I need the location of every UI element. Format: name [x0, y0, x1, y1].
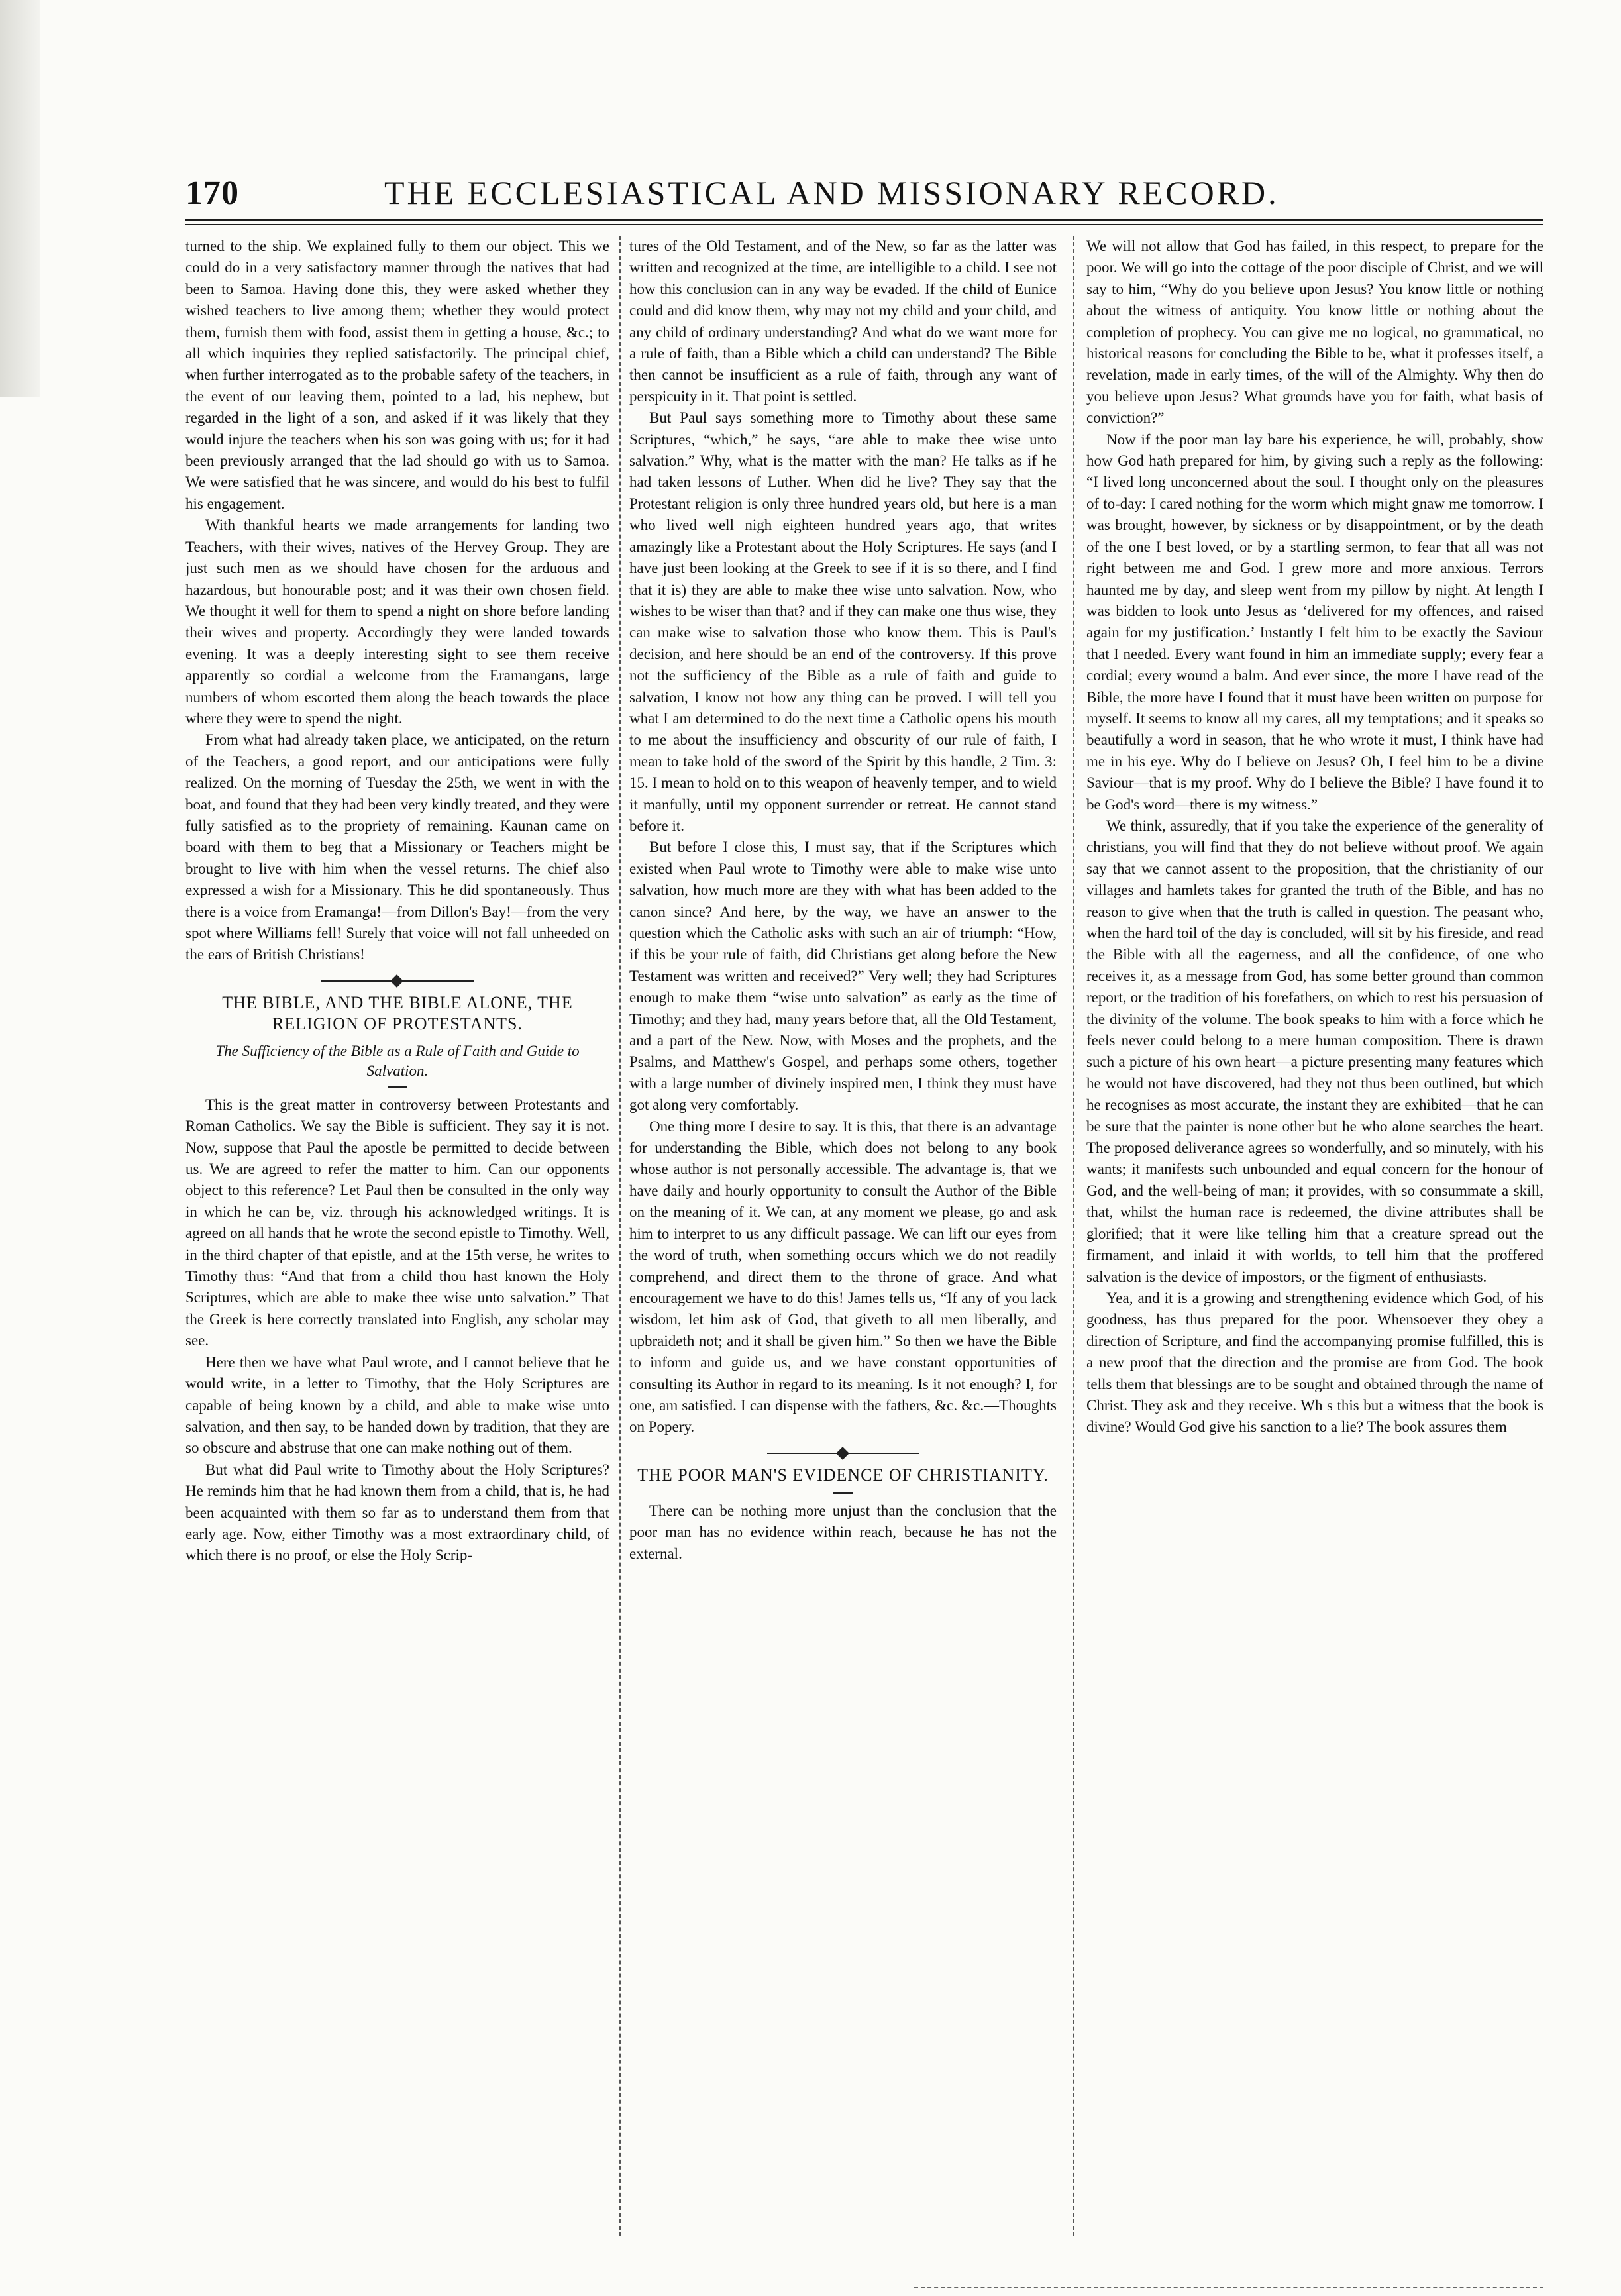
article-title: THE BIBLE, AND THE BIBLE ALONE, THE RELIGION OF PROTESTANTS. [222, 992, 573, 1033]
dash-divider [833, 1492, 853, 1494]
article-title: THE POOR MAN'S EVIDENCE OF CHRISTIANITY. [637, 1465, 1049, 1485]
paragraph: But Paul says something more to Timothy about these same Scriptures, “which,” he says, “are able to make thee wise unto salvation.” Why, what is the matter with the man? He talks as if he had taken lessons of Luther. When did he live? They say that the Protestant religion is only three hundred years old, but here is a man who lived well nigh eighteen hundred years ago, that writes amazingly like a Protestant about the Holy Scriptures. He says (and I have just been looking at the Greek to see if it is so there, and I find that it is) they are able to make thee wise unto salvation. Now, who wishes to be wiser than that? and if they can make one thus wise, they can make wise to salvation those who know them. This is Paul's decision, and here should be an end of the controversy. If this prove not the sufficiency of the Bible as a rule of faith and guide to salvation, I know not how any thing can be proved. I will tell you what I am determined to do the next time a Catholic opens his mouth to me about the insufficiency and obscurity of our rule of faith, I mean to take hold of the sword of the Spirit by this handle, 2 Tim. 3: 15. I mean to hold on to this weapon of heavenly temper, and to wield it manfully, until my opponent surrender or retreat. He cannot stand before it. [629, 409, 1057, 834]
paragraph: Yea, and it is a growing and strengthening evidence which God, of his goodness, has thus prepared for the poor. Whensoever they obey a direction of Scripture, and find the accompanying promise fulfilled, this is a new proof that the direction and the promise are from God. The book tells them that blessings are to be sought and obtained through the name of Christ. They ask and they receive. Wh s this but a witness that the book is divine? Would God give his sanction to a lie? The book assures them [1086, 1289, 1543, 1435]
header-rule-thin [185, 224, 1543, 225]
paragraph: We will not allow that God has failed, in this respect, to prepare for the poor. We will go into the cottage of the poor disciple of Christ, and we will say to him, “Why do you believe upon Jesus? You know little or nothing about the witness of antiquity. You know little or nothing about the completion of prophecy. You can give me no logical, no grammatical, no historical reasons for concluding the Bible to be, what it professes itself, a revelation, made in early times, of the will of the Almighty. Why then do you believe upon Jesus? What grounds have you for faith, what basis of conviction?” [1086, 238, 1543, 427]
page-header [185, 174, 1543, 220]
paragraph: Here then we have what Paul wrote, and I cannot believe that he would write, in a letter to Timothy, that the Holy Scriptures are capable of being known by a child, and able to make wise unto salvation, and then say, to be handed down by tradition, that they are so obscure and abstruse that one can make nothing out of them. [185, 1353, 609, 1457]
page-number: 170 [185, 174, 239, 212]
paragraph: But what did Paul write to Timothy about the Holy Scriptures? He reminds him that he had known them from a child, that is, he had been acquainted with them so far as to understand them from that early age. Now, either Timothy was a most extraordinary child, of which there is no proof, or else the Holy Scrip- [185, 1461, 609, 1564]
paragraph: tures of the Old Testament, and of the New, so far as the latter was written and recognized at the time, are intelligible to a child. I see not how this conclusion can in any way be evaded. If the child of Eunice could and did know them, why may not my child and your child, and any child of ordinary understanding? And what do we want more for a rule of faith, than a Bible which a child can understand? The Bible then cannot be insufficient as a rule of faith, through any want of perspicuity in it. That point is settled. [629, 238, 1057, 405]
dash-divider [388, 1086, 407, 1088]
paragraph: With thankful hearts we made arrangements for landing two Teachers, with their wives, natives of the Hervey Group. They are just such men as we should have chosen for the arduous and hazardous, but honourable post; and it was their own chosen field. We thought it well for them to spend a night on shore before landing their wives and property. Accordingly they were landed towards evening. It was a deeply interesting sight to see them receive apparently so cordial a welcome from the Eramangans, large numbers of whom escorted them along the beach towards the place where they were to spend the night. [185, 517, 609, 727]
paragraph: turned to the ship. We explained fully to them our object. This we could do in a very satisfactory manner through the natives that had been to Samoa. Having done this, they were asked whether they wished teachers to live among them; whether they would protect them, furnish them with food, assist them in getting a house, &c.; to all which inquiries they replied satisfactorily. The principal chief, when further interrogated as to the probable safety of the teachers, in the event of our leaving them, pointed to a lad, his nephew, but regarded in the light of a son, and asked if it was likely that they would injure the teachers when his son was going with us; for it had been previously arranged that the lad should go with us to Samoa. We were satisfied that he was sincere, and would do his best to fulfil his engagement. [185, 238, 609, 512]
paragraph: From what had already taken place, we anticipated, on the return of the Teachers, a good report, and our anticipations were fully realized. On the morning of Tuesday the 25th, we went in with the boat, and found that they had been very kindly treated, and they were fully satisfied as to the propriety of remaining. Kaunan came on board with them to beg that a Missionary or Teachers might be brought to live with him when the vessel returns. The chief also expressed a wish for a Missionary. This he did spontaneously. Thus there is a voice from Eramanga!—from Dillon's Bay!—from the very spot where Williams fell! Surely that voice will not fall unheeded on the ears of British Christians! [185, 731, 609, 963]
column-separator [619, 236, 621, 2236]
column-3 [1086, 236, 1543, 2243]
column-2 [629, 236, 1057, 2243]
column-separator [1073, 236, 1074, 2236]
paragraph: Now if the poor man lay bare his experience, he will, probably, show how God hath prepared for him, by giving such a reply as the following: “I lived long unconcerned about the soul. I thought only on the pleasures of to-day: I cared nothing for the worm which might gnaw me tomorrow. I was brought, however, by sickness or by disappointment, or by the death of the one I best loved, or by a startling sermon, to fear that all was not right between me and God. I grew more and more anxious. Terrors haunted me by day, and sleep went from my pillow by night. At length I was bidden to look unto Jesus as ‘delivered for my offences, and raised again for my justification.’ Instantly I felt him to be exactly the Saviour that I needed. Every want found in him an immediate supply; every fear a cordial; every wound a balm. And ever since, the more I have read of the Bible, the more have I found that it must have been written on purpose for myself. It seems to know all my cares, all my temptations; and it speaks so beautifully a word in season, that he who wrote it must, I think have had me in his eye. Why do I believe on Jesus? Oh, I feel him to be a divine Saviour—that is my proof. Why do I believe the Bible? I have found it to be God's word—there is my witness.” [1086, 431, 1543, 813]
paragraph: This is the great matter in controversy between Protestants and Roman Catholics. We say the Bible is sufficient. They say it is not. Now, suppose that Paul the apostle be permitted to decide between us. We are agreed to refer the matter to him. Can our opponents object to this reference? Let Paul then be consulted in the only way in which he can be, viz. through his acknowledged writings. It is agreed on all hands that he wrote the second epistle to Timothy. Well, in the third chapter of that epistle, and at the 15th verse, he writes to Timothy thus: “And that from a child thou hast known the Holy Scriptures, which are able to make thee wise unto salvation.” That the Greek is here correctly translated into English, any scholar may see. [185, 1096, 609, 1349]
paragraph: But before I close this, I must say, that if the Scriptures which existed when Paul wrote to Timothy were able to make wise unto salvation, how much more are they with what has been added to the canon since? And here, by the way, we have an answer to the question which the Catholic asks with such an air of triumph: “How, if this be your rule of faith, did Christians get along before the New Testament was written and received?” Very well; they had Scriptures enough to make them “wise unto salvation” as early as the time of Timothy; and they had, many years before that, all the Old Testament, and a part of the New. Now, with Moses and the prophets, and the Psalms, and Matthew's Gospel, and perhaps some others, together with a large number of divinely inspired men, I think they must have got along very comfortably. [629, 839, 1057, 1114]
section-ornament [321, 978, 474, 984]
header-rule [185, 219, 1543, 221]
running-title: THE ECCLESIASTICAL AND MISSIONARY RECORD. [384, 174, 1279, 211]
paragraph: One thing more I desire to say. It is this, that there is an advantage for understanding the Bible, which does not belong to any book whose author is not personally accessible. The advantage is, that we have daily and hourly opportunity to consult the Author of the Bible on the meaning of it. We can, at any moment we please, go and ask him to interpret to us any difficult passage. We can lift our eyes from the word of truth, when something occurs which we do not readily comprehend, and direct them to the throne of grace. And what encouragement we have to do this! James tells us, “If any of you lack wisdom, let him ask of God, that giveth to all men liberally, and upbraideth not; and it shall be given him.” So then we have the Bible to inform and guide us, and we have constant opportunities of consulting its Author in regard to its meaning. Is it not enough? I, for one, am satisfied. I can dispense with the fathers, &c. &c.—Thoughts on Popery. [629, 1118, 1057, 1435]
footer-rule [914, 2287, 1543, 2288]
paragraph: There can be nothing more unjust than the conclusion that the poor man has no evidence within reach, because he has not the external. [629, 1502, 1057, 1562]
page-edge-shadow [0, 0, 40, 397]
paragraph: We think, assuredly, that if you take the experience of the generality of christians, you will find that they do not believe without proof. We again say that we cannot assent to the proposition, that the christianity of our villages and hamlets takes for granted the truth of the Bible, and has no reason to give when that the truth is called in question. The peasant who, when the hard toil of the day is concluded, will sit by his fireside, and read the Bible with all the eagerness, and all the confidence, of one who receives it, as a message from God, has some better ground than common report, or the tradition of his forefathers, on which to rest his persuasion of the divinity of the volume. The book speaks to him with a force which he feels never could belong to a mere human composition. There is drawn such a picture of his own heart—a picture presenting many features which he would not have discovered, had they not thus been outlined, but which he recognises as most accurate, the instant they are exhibited—that he can be sure that the painter is none other but he who alone searches the heart. The proposed deliverance agrees so wonderfully, and so minutely, with his wants; it manifests such unbounded and equal concern for the honour of God, and the well-being of man; it provides, with so consummate a skill, that, whilst the human race is redeemed, the divine attributes shall be glorified; that it were like telling him that a creature spread out the firmament, and inlaid it with worlds, to tell him that the proffered salvation is the device of impostors, or the figment of enthusiasts. [1086, 817, 1543, 1285]
section-ornament [767, 1450, 919, 1457]
column-1 [185, 236, 609, 2243]
article-subtitle: The Sufficiency of the Bible as a Rule of Faith and Guide to Salvation. [215, 1042, 580, 1079]
